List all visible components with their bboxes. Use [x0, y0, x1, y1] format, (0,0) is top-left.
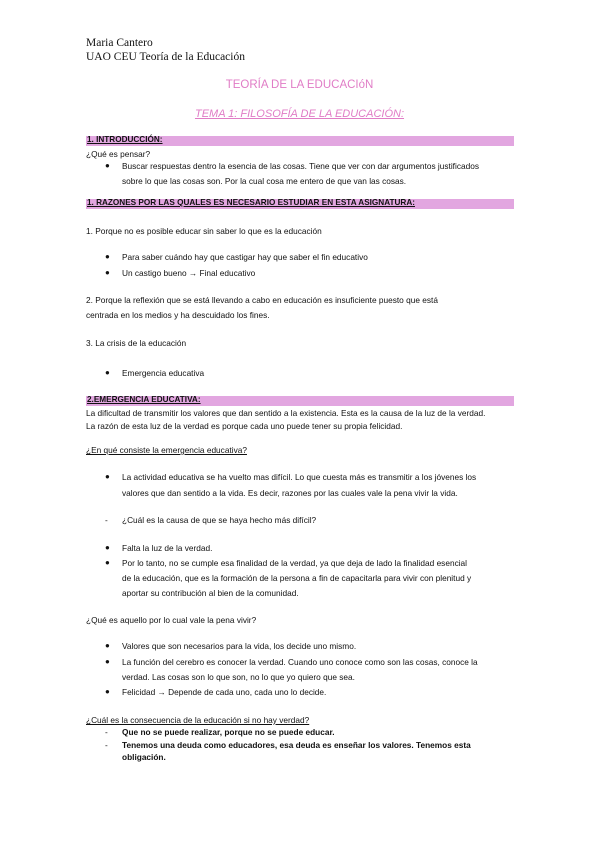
list-item-text: Valores que son necesarios para la vida, los decide uno mismo.	[122, 641, 357, 651]
list-item-text: La actividad educativa se ha vuelto mas difícil. Lo que cuesta más es transmitir a los jóvenes los	[122, 472, 477, 482]
paragraph-reason-3: 3. La crisis de la educación	[86, 338, 187, 348]
list-item-text: Felicidad → Depende de cada uno, cada uno lo decide.	[122, 687, 327, 697]
author-name: Maria Cantero	[86, 37, 153, 49]
list-item-text: Buscar respuestas dentro la esencia de las cosas. Tiene que ver con dar argumentos justificados	[122, 161, 479, 171]
list-item-text: Para saber cuándo hay que castigar hay que saber el fin educativo	[122, 252, 368, 262]
list-item-text: Falta la luz de la verdad.	[122, 543, 213, 553]
bullet-icon: ●	[105, 641, 110, 650]
paragraph-reason-2: 2. Porque la reflexión que se está llevando a cabo en educación es insuficiente puesto que está	[86, 295, 438, 305]
question-que-es-pensar: ¿Qué es pensar?	[86, 149, 151, 159]
question-heading: ¿Cuál es la consecuencia de la educación si no hay verdad?	[86, 715, 310, 725]
section-heading-razones	[86, 199, 514, 209]
section-heading-text: 1. INTRODUCCIÓN:	[87, 135, 163, 144]
list-item-text: Un castigo bueno → Final educativo	[122, 268, 256, 278]
paragraph-reason-1: 1. Porque no es posible educar sin saber lo que es la educación	[86, 226, 322, 236]
list-item-text: valores que dan sentido a la vida. Es decir, razones por las cuales vale la pena vivir la vida.	[122, 488, 458, 498]
list-item-text: Emergencia educativa	[122, 368, 205, 378]
document-title: TEORÍA DE LA EDUCACIóN	[225, 79, 374, 91]
bullet-icon: ●	[105, 687, 110, 696]
list-item-text: de la educación, que es la formación de la persona a fin de capacitarla para vivir con plenitud y	[122, 573, 472, 583]
list-item-text: aportar su contribución al bien de la comunidad.	[122, 588, 299, 598]
paragraph-line: La dificultad de transmitir los valores que dan sentido a la existencia. Esta es la causa de la luz de la verdad.	[86, 408, 486, 418]
bullet-icon: ●	[105, 543, 110, 552]
course-name: UAO CEU Teoría de la Educación	[86, 51, 245, 63]
list-item-text: ¿Cuál es la causa de que se haya hecho más difícil?	[122, 515, 317, 525]
list-item-text: Tenemos una deuda como educadores, esa deuda es enseñar los valores. Tenemos esta	[122, 740, 471, 750]
section-heading-introduccion	[86, 136, 514, 146]
section-heading-text: 2.EMERGENCIA EDUCATIVA:	[87, 395, 201, 404]
dash-marker: -	[105, 740, 108, 750]
bullet-icon: ●	[105, 657, 110, 666]
list-item-text: Que no se puede realizar, porque no se puede educar.	[122, 727, 335, 737]
question-heading: ¿Qué es aquello por lo cual vale la pena vivir?	[86, 615, 257, 625]
bullet-icon: ●	[105, 558, 110, 567]
paragraph-reason-2-cont: centrada en los medios y ha descuidado los fines.	[86, 310, 270, 320]
list-item-text: obligación.	[122, 752, 166, 762]
list-item-text: La función del cerebro es conocer la verdad. Cuando uno conoce como son las cosas, conoce la	[122, 657, 478, 667]
list-item-text: sobre lo que las cosas son. Por la cual cosa me entero de que van las cosas.	[122, 176, 407, 186]
paragraph-line: La razón de esta luz de la verdad es porque cada uno puede tener su propia felicidad.	[86, 421, 403, 431]
list-item-text: Por lo tanto, no se cumple esa finalidad de la verdad, ya que deja de lado la finalidad esencial	[122, 558, 468, 568]
dash-marker: -	[105, 515, 108, 525]
bullet-icon: ●	[105, 368, 110, 377]
dash-marker: -	[105, 727, 108, 737]
section-heading-emergencia	[86, 396, 514, 406]
section-heading-text: 1. RAZONES POR LAS QUALES ES NECESARIO ESTUDIAR EN ESTA ASIGNATURA:	[87, 198, 415, 207]
question-heading: ¿En qué consiste la emergencia educativa?	[86, 445, 247, 455]
bullet-icon: ●	[105, 161, 110, 170]
bullet-icon: ●	[105, 472, 110, 481]
bullet-icon: ●	[105, 252, 110, 261]
document-subtitle: TEMA 1: FILOSOFÍA DE LA EDUCACIÓN:	[194, 108, 405, 120]
bullet-icon: ●	[105, 268, 110, 277]
list-item-text: verdad. Las cosas son lo que son, no lo que yo quiero que sea.	[122, 672, 355, 682]
